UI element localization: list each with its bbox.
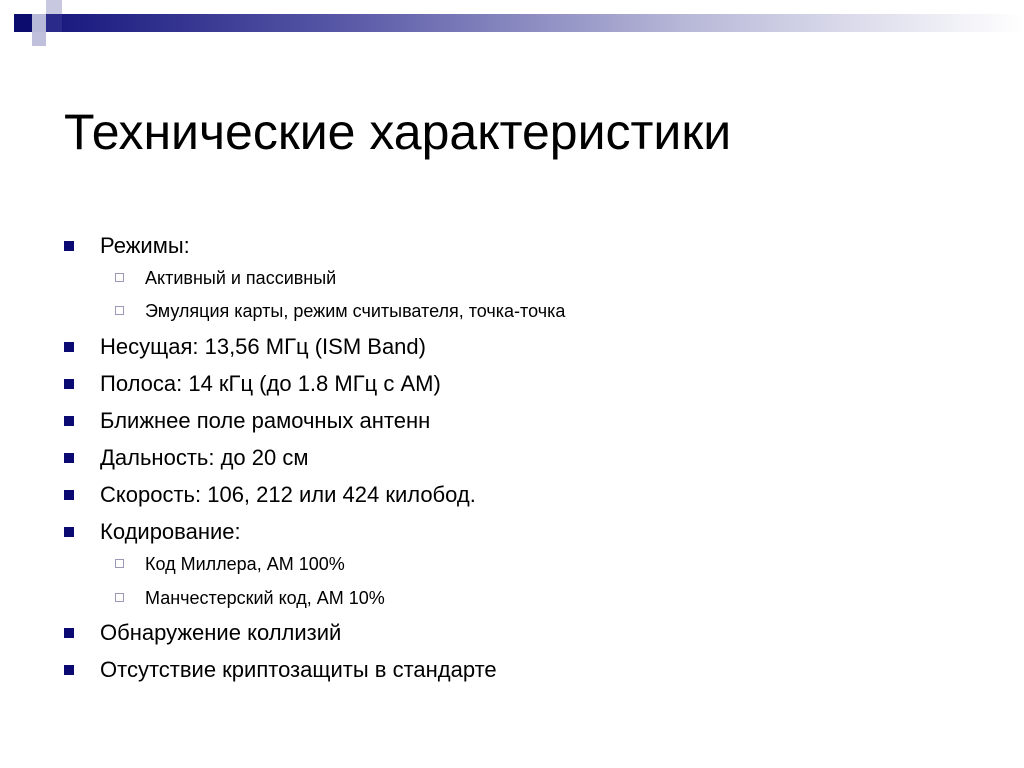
bullet-text: Скорость: 106, 212 или 424 килобод.	[100, 482, 476, 507]
hollow-square-bullet-icon	[115, 306, 124, 315]
bullet-text: Режимы:	[100, 233, 190, 258]
square-bullet-icon	[64, 342, 74, 352]
sub-bullet-item	[145, 267, 336, 289]
hollow-square-bullet-icon	[115, 559, 124, 568]
bullet-text: Ближнее поле рамочных антенн	[100, 408, 431, 433]
bullet-item	[100, 408, 430, 434]
sub-bullet-item	[145, 553, 345, 575]
bullet-item	[100, 445, 308, 471]
square-bullet-icon	[64, 416, 74, 426]
sub-bullet-text: Эмуляция карты, режим считывателя, точка-точка	[145, 301, 566, 321]
slide-title: Технические характеристики	[64, 104, 732, 160]
bullet-text: Обнаружение коллизий	[100, 620, 342, 645]
bullet-text: Несущая: 13,56 МГц (ISM Band)	[100, 334, 426, 359]
bullet-item	[100, 657, 497, 683]
square-bullet-icon	[64, 453, 74, 463]
sub-bullet-item	[145, 587, 385, 609]
hollow-square-bullet-icon	[115, 593, 124, 602]
bullet-item	[100, 482, 476, 508]
square-bullet-icon	[64, 665, 74, 675]
square-bullet-icon	[64, 379, 74, 389]
square-bullet-icon	[64, 628, 74, 638]
sub-bullet-text: Активный и пассивный	[145, 268, 337, 288]
sub-bullet-item	[145, 300, 565, 322]
sub-bullet-text: Код Миллера, АМ 100%	[145, 554, 345, 574]
bullet-text: Полоса: 14 кГц (до 1.8 МГц с АМ)	[100, 371, 441, 396]
bullet-text: Дальность: до 20 см	[100, 445, 309, 470]
bullet-item	[100, 620, 341, 646]
square-bullet-icon	[64, 490, 74, 500]
square-bullet-icon	[64, 241, 74, 251]
square-bullet-icon	[64, 527, 74, 537]
bullet-text: Кодирование:	[100, 519, 241, 544]
bullet-item	[100, 519, 241, 545]
sub-bullet-text: Манчестерский код, АМ 10%	[145, 588, 385, 608]
bullet-item	[100, 371, 441, 397]
hollow-square-bullet-icon	[115, 273, 124, 282]
bullet-item	[100, 233, 190, 259]
bullet-item	[100, 334, 426, 360]
bullet-text: Отсутствие криптозащиты в стандарте	[100, 657, 497, 682]
